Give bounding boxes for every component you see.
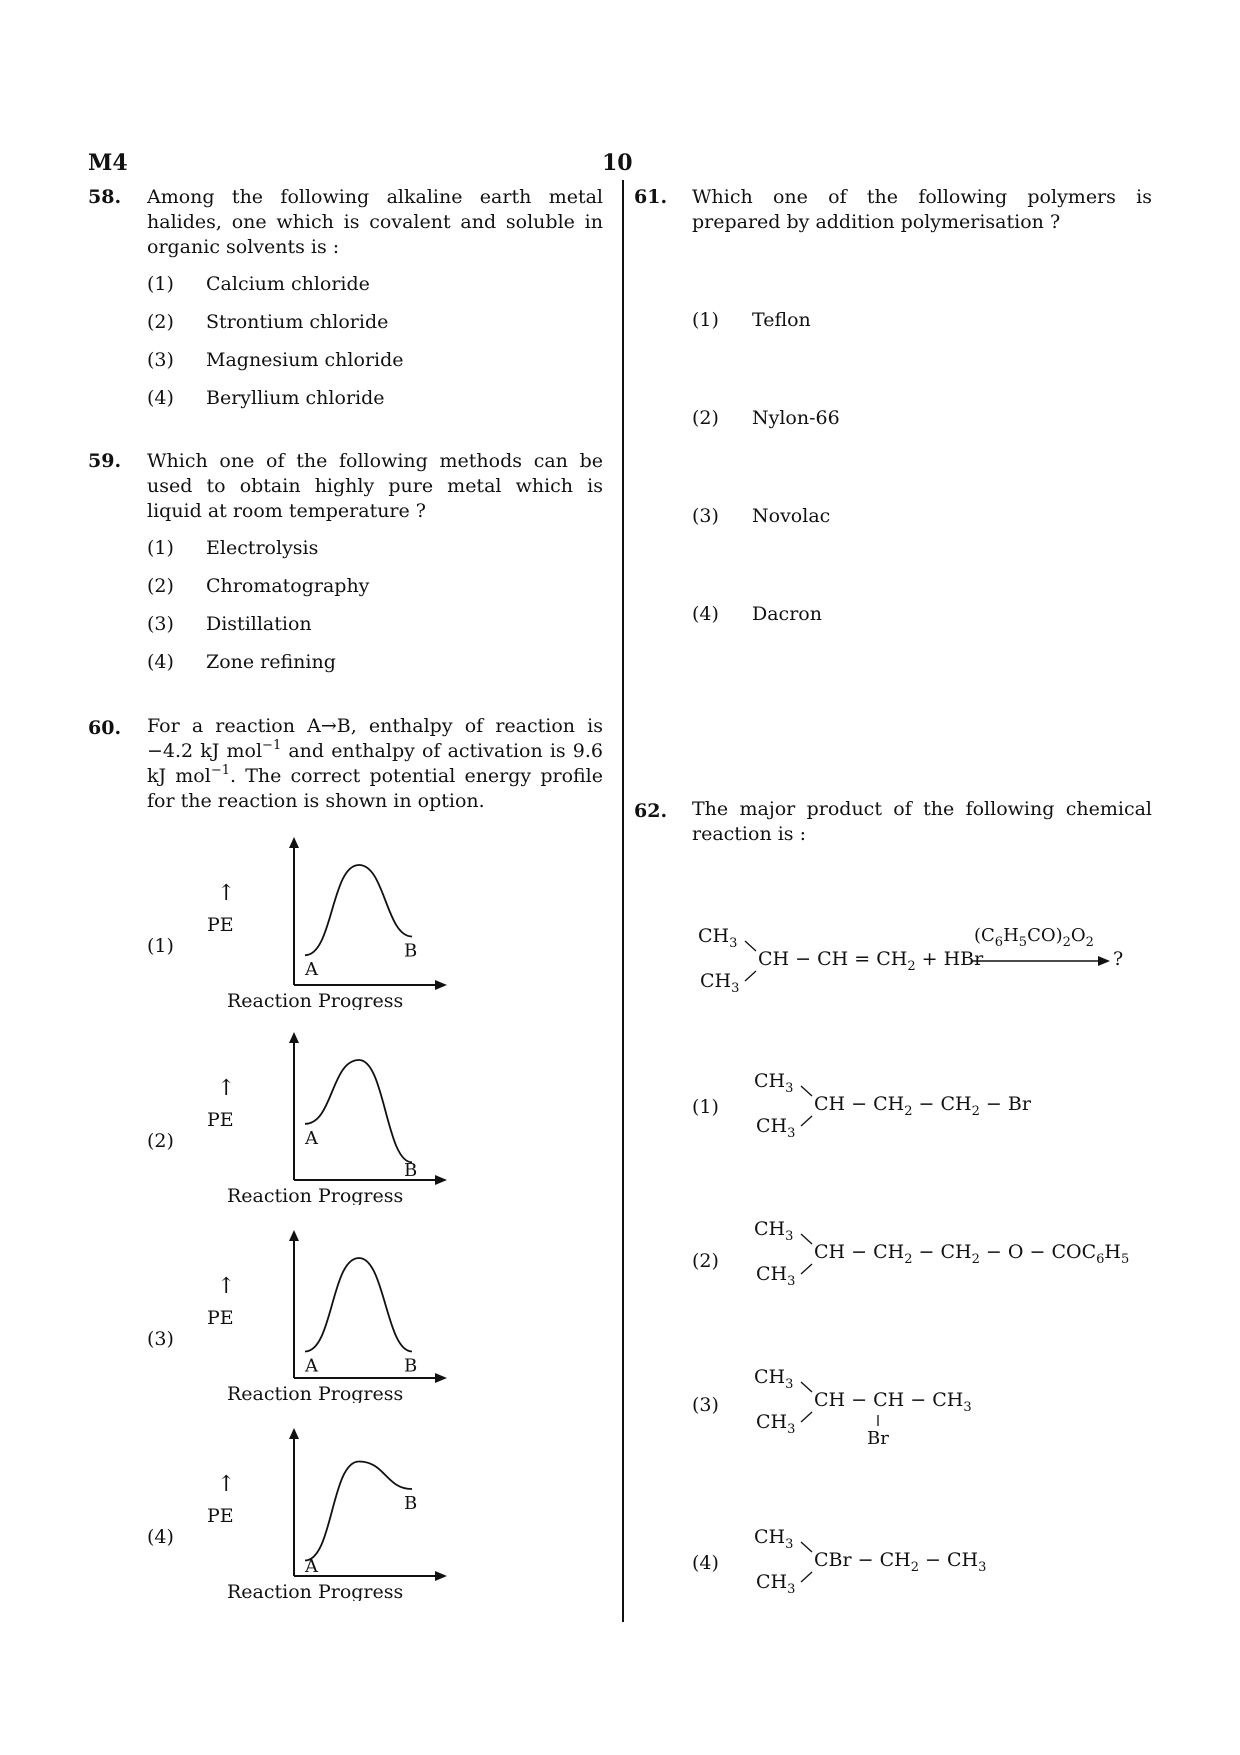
subscript: 3: [787, 1582, 796, 1597]
product-chain: [814, 1241, 1130, 1267]
product-label: B: [404, 1493, 418, 1514]
chain-text: CH − CH = CH: [758, 948, 908, 970]
x-axis-label: Reaction Progress: [227, 990, 404, 1010]
option-number: (3): [692, 505, 719, 527]
subscript: 3: [787, 1274, 796, 1289]
subscript: 2: [971, 1252, 980, 1267]
exponent: −1: [210, 763, 230, 778]
subscript: 3: [785, 1377, 794, 1392]
methyl-group-bottom: [756, 1263, 796, 1289]
chain-text: CH − CH: [814, 1093, 905, 1115]
pe-diagram: [197, 835, 457, 1010]
option-number: (2): [692, 1250, 719, 1272]
pe-up-arrow: ↑: [217, 1076, 236, 1101]
subscript: 3: [787, 1126, 796, 1141]
reagent-part: H: [1003, 925, 1019, 946]
subscript: 2: [904, 1104, 913, 1119]
pe-diagram: [197, 1228, 457, 1403]
chain-text: − Br: [979, 1093, 1031, 1115]
ch-text: CH: [754, 1070, 786, 1092]
bromine-substituent: Br: [867, 1428, 889, 1449]
pe-up-arrow: ↑: [217, 1472, 236, 1497]
product-chain: [814, 1093, 1031, 1119]
ch-text: CH: [754, 1366, 786, 1388]
reagent-part: O: [1070, 925, 1086, 946]
option-number: (4): [147, 651, 174, 673]
option-number: (1): [692, 309, 719, 331]
option-number: (1): [147, 537, 174, 559]
option-text: Dacron: [752, 603, 822, 625]
pe-label: PE: [207, 1307, 234, 1329]
subscript: 2: [1062, 935, 1071, 950]
product-label: B: [404, 940, 418, 962]
product-label: B: [404, 1355, 418, 1377]
chain-text: CH − CH: [814, 1241, 905, 1263]
x-axis-arrowhead: [435, 1175, 447, 1185]
option-number: (4): [692, 1552, 719, 1574]
option-text: Nylon-66: [752, 407, 840, 429]
question-number: 58.: [88, 186, 122, 208]
y-axis-arrowhead: [289, 1032, 299, 1043]
product-chain: [814, 1389, 972, 1415]
option-number: (3): [147, 613, 174, 635]
graph-static-layer: [207, 1428, 447, 1601]
option-text: Chromatography: [206, 575, 370, 597]
column-divider: [622, 180, 624, 1622]
pe-up-arrow: ↑: [217, 881, 236, 906]
x-axis-arrowhead: [435, 1571, 447, 1581]
chain-text: CBr − CH: [814, 1549, 911, 1571]
option-text: Distillation: [206, 613, 312, 635]
methyl-group-top: [698, 925, 738, 951]
branch-bonds: [744, 939, 758, 983]
subscript: 3: [785, 1081, 794, 1096]
chain-text: CH − CH − CH: [814, 1389, 964, 1411]
ch-text: CH: [756, 1115, 788, 1137]
option-number: (3): [147, 349, 174, 371]
subscript: 6: [994, 935, 1004, 950]
product-structure: [754, 1070, 1174, 1140]
pe-curve: [305, 865, 412, 955]
x-axis-label: Reaction Progress: [227, 1383, 404, 1403]
question-text: Which one of the following methods can be used to obtain highly pure metal which is liquid at room temperature ?: [147, 450, 603, 522]
option-text: Calcium chloride: [206, 273, 370, 295]
pe-curve: [305, 1060, 412, 1162]
methyl-group-bottom: [700, 970, 740, 996]
question-number: 59.: [88, 450, 122, 472]
option-number: (4): [147, 1526, 174, 1548]
option-number: (3): [692, 1394, 719, 1416]
subscript: 2: [910, 1560, 919, 1575]
unknown-product: ?: [1113, 948, 1124, 970]
subscript: 3: [785, 1229, 794, 1244]
pe-diagram: [197, 1426, 457, 1601]
reagent-label: [974, 925, 1094, 950]
branch-bonds: [800, 1232, 814, 1276]
methyl-group-top: [754, 1070, 794, 1096]
x-axis-label: Reaction Progress: [227, 1581, 404, 1601]
pe-up-arrow: ↑: [217, 1274, 236, 1299]
product-structure: [754, 1218, 1194, 1288]
chain-text: − CH: [912, 1093, 972, 1115]
text-part: . The correct potential energy profile for the reaction is shown in option.: [147, 765, 603, 812]
ch-text: CH: [698, 925, 730, 947]
subscript: 3: [729, 936, 738, 951]
reaction-equation: [698, 925, 1198, 995]
option-number: (3): [147, 1328, 174, 1350]
text-part: For a reaction A→B, enthalpy of reaction is −4.2 kJ mol: [147, 715, 603, 762]
option-number: (1): [147, 935, 174, 957]
text-part: and enthalpy of activation is 9.6 kJ mol: [147, 740, 603, 787]
option-number: (1): [147, 273, 174, 295]
option-text: Strontium chloride: [206, 311, 389, 333]
subscript: 6: [1096, 1252, 1105, 1267]
ch-text: CH: [754, 1218, 786, 1240]
option-number: (2): [147, 1130, 174, 1152]
question-text: The major product of the following chemical reaction is :: [692, 798, 1152, 845]
bromine-bond: [875, 1414, 881, 1428]
chain-text: − O − COC: [979, 1241, 1097, 1263]
reactant-label: A: [305, 959, 318, 981]
product-label: B: [404, 1160, 418, 1181]
option-text: Novolac: [752, 505, 831, 527]
chain-text: H: [1104, 1241, 1121, 1263]
ch-text: CH: [754, 1526, 786, 1548]
reagent-part: (C: [974, 925, 995, 946]
page-number: 10: [602, 150, 633, 176]
subscript: 3: [787, 1422, 796, 1437]
question-number: 61.: [634, 186, 668, 208]
subscript: 3: [978, 1560, 987, 1575]
reagent-text: + HBr: [915, 948, 984, 970]
option-number: (4): [692, 603, 719, 625]
pe-curve: [305, 1258, 412, 1352]
question-number: 62.: [634, 800, 668, 822]
subscript: 2: [1085, 935, 1094, 950]
product-chain: [814, 1549, 987, 1575]
pe-curve: [305, 1462, 412, 1561]
x-axis-label: Reaction Progress: [227, 1185, 404, 1205]
branch-bonds: [800, 1084, 814, 1128]
subscript: 2: [971, 1104, 980, 1119]
subscript: 2: [907, 959, 916, 974]
branch-bonds: [800, 1380, 814, 1424]
option-text: Teflon: [752, 309, 811, 331]
option-text: Electrolysis: [206, 537, 319, 559]
reaction-arrow: [972, 955, 1112, 967]
exponent: −1: [262, 738, 282, 753]
pe-label: PE: [207, 914, 234, 936]
methyl-group-top: [754, 1526, 794, 1552]
x-axis-arrowhead: [435, 1373, 447, 1383]
methyl-group-bottom: [756, 1411, 796, 1437]
methyl-group-bottom: [756, 1115, 796, 1141]
option-text: Magnesium chloride: [206, 349, 404, 371]
question-number: 60.: [88, 717, 122, 739]
x-axis-arrowhead: [435, 980, 447, 990]
ch-text: CH: [756, 1411, 788, 1433]
subscript: 5: [1120, 1252, 1130, 1267]
graph-static-layer: [207, 1230, 447, 1403]
subscript: 3: [785, 1537, 794, 1552]
branch-bonds: [800, 1540, 814, 1584]
ch-text: CH: [700, 970, 732, 992]
option-number: (1): [692, 1096, 719, 1118]
reactant-label: A: [305, 1355, 318, 1377]
option-text: Beryllium chloride: [206, 387, 385, 409]
pe-label: PE: [207, 1505, 234, 1527]
question-text: [147, 714, 603, 814]
option-number: (4): [147, 387, 174, 409]
pe-label: PE: [207, 1109, 234, 1131]
graph-static-layer: [207, 837, 447, 1010]
y-axis-arrowhead: [289, 1230, 299, 1241]
option-text: Zone refining: [206, 651, 336, 673]
option-number: (2): [692, 407, 719, 429]
chain-text: − CH: [912, 1241, 972, 1263]
product-structure: [754, 1526, 1174, 1596]
y-axis-arrowhead: [289, 1428, 299, 1439]
question-text: Among the following alkaline earth metal halides, one which is covalent and soluble in organic solvents is :: [147, 186, 603, 258]
option-number: (2): [147, 311, 174, 333]
methyl-group-bottom: [756, 1571, 796, 1597]
subscript: 3: [731, 981, 740, 996]
ch-text: CH: [756, 1571, 788, 1593]
subscript: 2: [904, 1252, 913, 1267]
chain-text: − CH: [918, 1549, 979, 1571]
subscript: 3: [963, 1400, 972, 1415]
reactant-label: A: [305, 1127, 318, 1149]
subscript: 5: [1018, 935, 1028, 950]
pe-diagram: [197, 1030, 457, 1205]
methyl-group-top: [754, 1218, 794, 1244]
y-axis-arrowhead: [289, 837, 299, 848]
option-number: (2): [147, 575, 174, 597]
methyl-group-top: [754, 1366, 794, 1392]
reactant-chain: [758, 948, 984, 974]
paper-code: M4: [88, 150, 128, 176]
reactant-label: A: [305, 1556, 318, 1577]
ch-text: CH: [756, 1263, 788, 1285]
product-structure: [754, 1366, 1174, 1466]
question-text: Which one of the following polymers is prepared by addition polymerisation ?: [692, 186, 1152, 233]
reagent-part: CO): [1027, 925, 1063, 946]
